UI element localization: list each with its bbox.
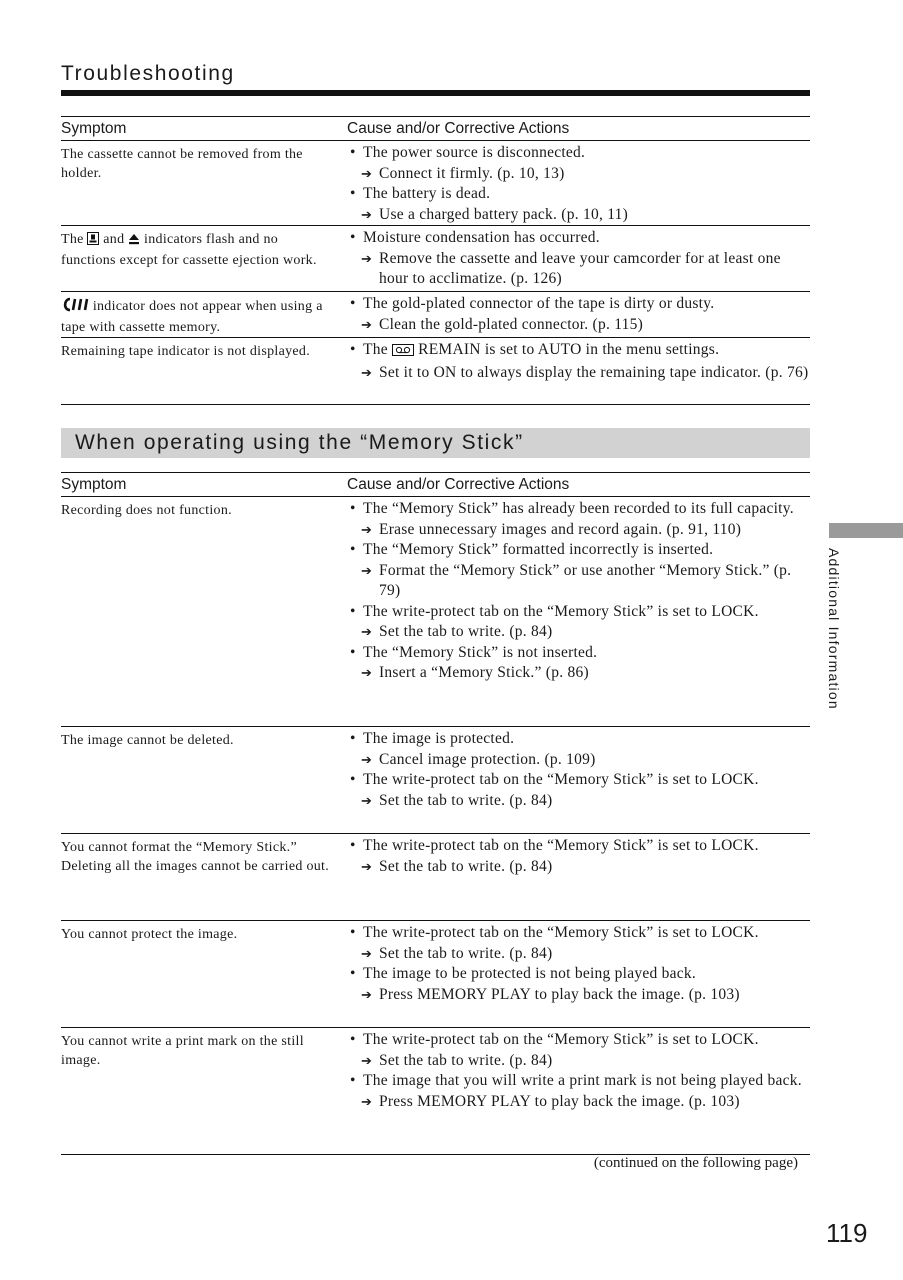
arrow-icon: ➔ [361,562,373,578]
action-item: ➔ Erase unnecessary images and record again. (p. 91, 110) [347,520,810,541]
cause-list [347,921,810,1027]
symptom-text: You cannot write a print mark on the still image. [61,1034,304,1068]
arrow-icon: ➔ [361,1052,373,1068]
cause-item: • The image is protected. [347,729,810,750]
cause-item: • The write-protect tab on the “Memory Stick” is set to LOCK. [347,836,810,857]
cause-item: • The write-protect tab on the “Memory Stick” is set to LOCK. [347,602,810,623]
action-item: ➔ Set the tab to write. (p. 84) [347,791,810,812]
action-item: ➔ Cancel image protection. (p. 109) [347,750,810,771]
arrow-icon: ➔ [361,945,373,961]
arrow-icon: ➔ [361,986,373,1002]
cause-list [347,141,810,225]
cause-item: • The gold-plated connector of the tape is dirty or dusty. [347,294,810,315]
cause-item: • Moisture condensation has occurred. [347,228,810,249]
cause-item: • The REMAIN is set to AUTO in the menu settings. [347,340,810,363]
action-item: ➔ Insert a “Memory Stick.” (p. 86) [347,663,810,684]
table-row [61,292,810,338]
symptom-text: Recording does not function. [61,503,232,518]
action-item: ➔ Press MEMORY PLAY to play back the image. (p. 103) [347,985,810,1006]
cause-item: • The write-protect tab on the “Memory Stick” is set to LOCK. [347,770,810,791]
table-row [61,141,810,226]
action-item: ➔ Format the “Memory Stick” or use another “Memory Stick.” (p. 79) [361,561,792,599]
section-title: When operating using the “Memory Stick” [75,431,524,454]
cause-item: • The write-protect tab on the “Memory Stick” is set to LOCK. [347,1030,810,1051]
cassette-warning-icon [87,232,99,252]
arrow-icon: ➔ [361,792,373,808]
cause-list [347,292,810,337]
action-item: ➔ Clean the gold-plated connector. (p. 115) [347,315,810,336]
cause-header: Cause and/or Corrective Actions [347,119,570,137]
arrow-icon: ➔ [361,1093,373,1109]
arrow-icon: ➔ [361,316,373,332]
action-item: ➔ Set the tab to write. (p. 84) [347,857,810,878]
page-number: 119 [826,1218,868,1248]
arrow-icon: ➔ [361,665,373,680]
cause-list [347,497,810,726]
continued-note: (continued on the following page) [593,1155,798,1171]
symptom-text: You cannot protect the image. [61,927,238,942]
table-row [61,834,810,921]
cause-item: • The power source is disconnected. [347,143,810,164]
cause-item: • The image to be protected is not being played back. [347,964,810,985]
table-row [61,226,810,292]
section-tab-marker [829,523,903,538]
arrow-icon: ➔ [361,206,373,222]
symptom-text: The image cannot be deleted. [61,733,234,748]
cause-item: • The “Memory Stick” is not inserted. [347,643,810,664]
table-header [61,116,810,141]
cause-item: • The write-protect tab on the “Memory Stick” is set to LOCK. [347,923,810,944]
symptom-header: Symptom [61,119,127,137]
cause-item: • The image that you will write a print mark is not being played back. [347,1071,810,1092]
cause-item: • The “Memory Stick” has already been recorded to its full capacity. [347,499,810,520]
symptom-text: indicator does not appear when using a tape with cassette memory. [61,299,323,335]
symptom-text: The and indicators flash and no functions except for cassette ejection work. [61,232,317,268]
cause-list [347,338,810,404]
cause-list [347,727,810,833]
arrow-icon: ➔ [361,858,373,874]
cause-list [347,226,810,291]
cause-header: Cause and/or Corrective Actions [347,475,570,493]
action-item: ➔ Connect it firmly. (p. 10, 13) [347,164,810,185]
title-rule [61,90,810,96]
action-item: ➔ Set it to ON to always display the remaining tape indicator. (p. 76) [347,363,810,384]
section-header [61,428,810,458]
symptom-text: The cassette cannot be removed from the holder. [61,147,303,181]
arrow-icon: ➔ [361,624,373,639]
table-header [61,472,810,497]
arrow-icon: ➔ [361,521,373,537]
troubleshooting-table [61,116,810,405]
action-item: ➔ Use a charged battery pack. (p. 10, 11) [347,205,810,226]
action-item: ➔ Press MEMORY PLAY to play back the image. (p. 103) [347,1092,810,1113]
table-row [61,727,810,834]
cassette-memory-icon [61,297,89,319]
symptom-text: Remaining tape indicator is not displayed. [61,344,310,359]
symptom-text: You cannot format the “Memory Stick.” Deleting all the images cannot be carried out. [61,840,330,874]
arrow-icon: ➔ [361,751,373,767]
arrow-icon: ➔ [361,250,373,266]
action-item: ➔ Set the tab to write. (p. 84) [347,944,810,965]
symptom-header: Symptom [61,475,127,493]
memory-stick-table [61,472,810,1155]
tape-icon [392,342,414,363]
cause-item: • The “Memory Stick” formatted incorrectly is inserted. [347,540,810,561]
cause-list [347,834,810,920]
table-row [61,497,810,727]
side-section-label: Additional Information [826,548,842,710]
table-row [61,921,810,1028]
eject-icon [128,233,140,252]
action-item: ➔ Remove the cassette and leave your camcorder for at least one hour to acclimatize. (p. 126) [361,249,781,287]
action-item: ➔ Set the tab to write. (p. 84) [347,622,810,643]
table-row [61,1028,810,1155]
page-title: Troubleshooting [61,62,235,85]
arrow-icon: ➔ [361,364,373,380]
cause-item: • The battery is dead. [347,184,810,205]
action-item: ➔ Set the tab to write. (p. 84) [347,1051,810,1072]
arrow-icon: ➔ [361,165,373,181]
cause-list [347,1028,810,1154]
table-row [61,338,810,405]
